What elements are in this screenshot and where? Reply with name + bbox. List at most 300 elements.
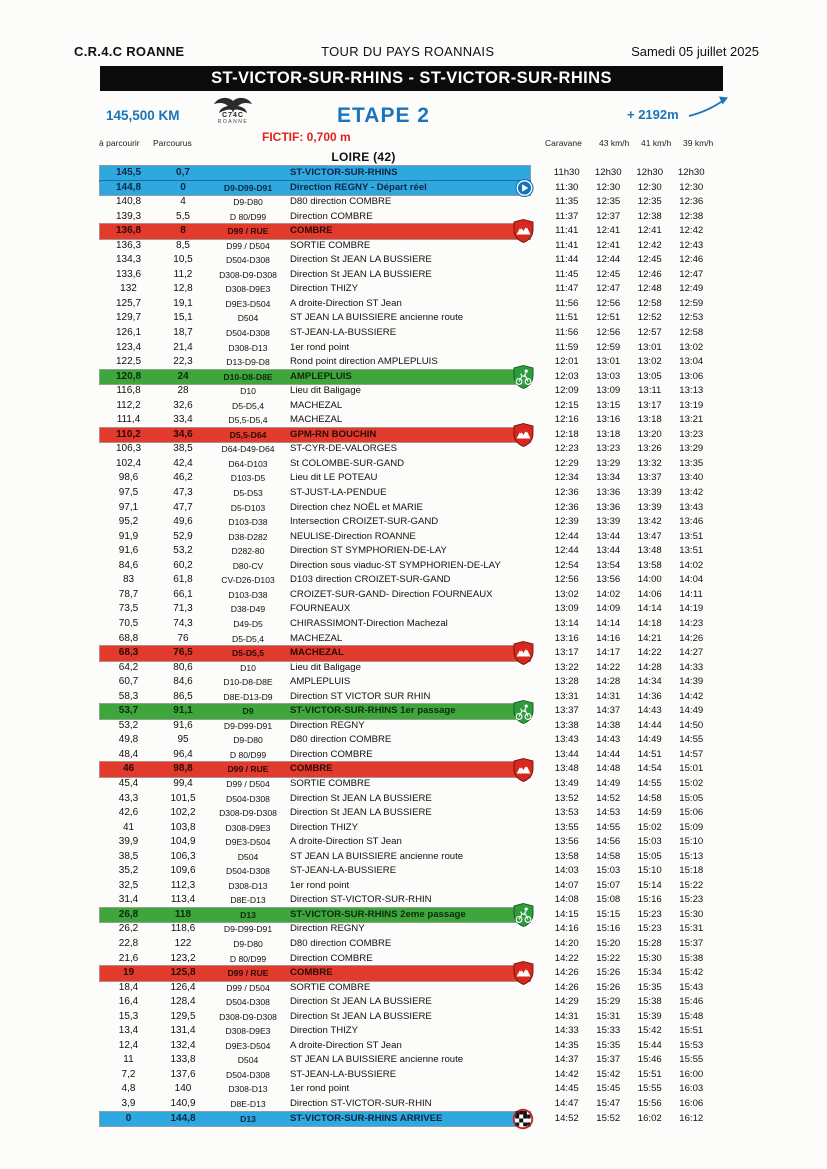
time-cell: 14:52 xyxy=(554,1112,579,1124)
time-cell: 13:09 xyxy=(554,603,579,615)
route-row-times xyxy=(530,675,712,690)
route-row xyxy=(100,922,712,937)
time-cell: 13:39 xyxy=(637,501,662,513)
route-row-times xyxy=(530,282,712,297)
time-cell: 13:48 xyxy=(637,545,662,557)
route-row-info xyxy=(100,195,530,210)
km-done-cell: 86,5 xyxy=(173,690,193,702)
route-row-info xyxy=(100,224,530,239)
time-cell: 15:05 xyxy=(679,792,704,804)
route-row-times xyxy=(530,850,712,865)
roads-cell: D13-D9-D8 xyxy=(226,357,270,368)
roads-cell: D504 xyxy=(237,313,259,324)
roads-cell: D10-D8-D8E xyxy=(223,677,273,688)
route-row xyxy=(100,777,712,792)
route-row-times xyxy=(530,195,712,210)
roads-cell: D282-80 xyxy=(231,546,265,557)
time-cell: 13:32 xyxy=(637,457,662,469)
time-cell: 15:44 xyxy=(637,1039,662,1051)
route-row xyxy=(100,908,712,923)
km-to-go-cell: 11 xyxy=(123,1054,134,1066)
route-row xyxy=(100,952,712,967)
time-cell: 13:34 xyxy=(596,472,621,484)
route-row-info xyxy=(100,399,530,414)
time-cell: 15:28 xyxy=(637,937,662,949)
description-cell: AMPLEPLUIS xyxy=(290,676,351,688)
time-cell: 14:16 xyxy=(554,923,579,935)
km-done-cell: 4 xyxy=(180,196,186,208)
route-row xyxy=(100,268,712,283)
roads-cell: D38-D49 xyxy=(230,604,266,615)
km-done-cell: 101,5 xyxy=(170,792,196,804)
route-row xyxy=(100,1082,712,1097)
km-done-cell: 91,6 xyxy=(173,719,193,731)
time-cell: 15:51 xyxy=(637,1068,662,1080)
km-to-go-cell: 139,3 xyxy=(115,210,142,222)
roads-cell: D308-D9E3 xyxy=(225,1026,271,1037)
km-done-cell: 22,3 xyxy=(173,356,193,368)
description-cell: Direction COMBRE xyxy=(290,210,373,222)
department-label: LOIRE (42) xyxy=(331,150,396,164)
description-cell: CHIRASSIMONT-Direction Machezal xyxy=(290,617,448,629)
km-done-cell: 5,5 xyxy=(176,210,190,222)
km-to-go-cell: 133,6 xyxy=(115,268,142,280)
time-cell: 15:23 xyxy=(637,908,662,920)
time-cell: 14:19 xyxy=(679,603,704,615)
km-done-cell: 126,4 xyxy=(170,981,196,993)
description-cell: ST JEAN LA BUISSIERE ancienne route xyxy=(290,312,464,324)
route-row-info xyxy=(100,835,530,850)
description-cell: Direction ST SYMPHORIEN-DE-LAY xyxy=(290,545,447,557)
time-cell: 13:49 xyxy=(554,777,579,789)
time-cell: 14:16 xyxy=(596,632,621,644)
route-row-info xyxy=(100,530,530,545)
time-cell: 13:26 xyxy=(637,443,662,455)
description-cell: Direction ST-VICTOR-SUR-RHIN xyxy=(290,894,432,906)
km-done-cell: 47,3 xyxy=(173,487,193,499)
description-cell: Direction COMBRE xyxy=(290,748,373,760)
km-done-cell: 21,4 xyxy=(173,341,193,353)
description-cell: Direction ST VICTOR SUR RHIN xyxy=(290,690,431,702)
km-done-cell: 38,5 xyxy=(173,443,193,455)
time-cell: 15:23 xyxy=(679,894,704,906)
km-done-cell: 118 xyxy=(174,908,192,920)
elevation-arrow-icon xyxy=(686,94,732,125)
route-row xyxy=(100,559,712,574)
route-row-times xyxy=(530,632,712,647)
time-cell: 14:17 xyxy=(596,647,621,659)
route-row-info xyxy=(100,1097,530,1112)
time-cell: 13:18 xyxy=(637,414,662,426)
km-to-go-cell: 48,4 xyxy=(118,748,139,760)
time-cell: 14:33 xyxy=(554,1025,579,1037)
col-label-speed-41: 41 km/h xyxy=(641,138,672,148)
time-cell: 15:31 xyxy=(596,1010,621,1022)
route-row xyxy=(100,704,712,719)
time-cell: 15:33 xyxy=(596,1025,621,1037)
description-cell: ST-JEAN-LA-BUSSIERE xyxy=(290,1068,397,1080)
km-to-go-cell: 31,4 xyxy=(118,894,139,906)
roads-cell: D9-D80 xyxy=(233,735,263,746)
description-cell: COMBRE xyxy=(287,762,530,777)
roads-cell: D 80/D99 xyxy=(229,211,267,222)
route-row xyxy=(100,806,712,821)
description-cell: Lieu dit Baligage xyxy=(290,661,361,673)
roads-cell: D99 / RUE xyxy=(227,968,269,979)
route-row xyxy=(100,792,712,807)
time-cell: 14:04 xyxy=(679,574,704,586)
route-row xyxy=(100,370,712,385)
time-cell: 15:47 xyxy=(596,1098,621,1109)
time-cell: 14:59 xyxy=(637,807,662,819)
route-row xyxy=(100,486,712,501)
route-row xyxy=(100,282,712,297)
time-cell: 14:49 xyxy=(679,705,704,717)
route-row xyxy=(100,1024,712,1039)
km-done-cell: 52,9 xyxy=(173,530,193,542)
time-cell: 12:09 xyxy=(554,385,579,397)
route-row xyxy=(100,675,712,690)
roads-cell: D9-D99-D91 xyxy=(223,720,273,731)
km-to-go-cell: 4,8 xyxy=(121,1083,136,1095)
time-cell: 12:01 xyxy=(554,356,579,368)
km-done-cell: 140 xyxy=(174,1083,192,1095)
time-cell: 15:15 xyxy=(596,908,621,920)
route-row-info xyxy=(100,733,530,748)
route-row-info xyxy=(100,253,530,268)
time-cell: 12:46 xyxy=(679,254,704,266)
time-cell: 12:38 xyxy=(679,210,704,222)
time-cell: 15:08 xyxy=(596,894,621,906)
time-cell: 14:03 xyxy=(554,865,579,877)
time-cell: 14:22 xyxy=(596,661,621,673)
roads-cell: D8E-D13 xyxy=(230,895,266,906)
km-to-go-cell: 7,2 xyxy=(121,1068,136,1080)
route-row xyxy=(100,835,712,850)
col-label-to-go: à parcourir xyxy=(99,138,140,148)
roads-cell: D5-D5,5 xyxy=(232,648,264,659)
time-cell: 13:42 xyxy=(637,516,662,528)
roads-cell: D308-D13 xyxy=(228,880,268,891)
time-cell: 11:35 xyxy=(555,196,579,208)
route-row xyxy=(100,879,712,894)
time-cell: 13:51 xyxy=(679,545,704,557)
time-cell: 14:09 xyxy=(596,603,621,615)
description-cell: FOURNEAUX xyxy=(290,603,351,615)
km-done-cell: 66,1 xyxy=(173,588,193,600)
route-row-times xyxy=(530,181,712,196)
time-cell: 13:39 xyxy=(637,487,662,499)
km-done-cell: 122 xyxy=(174,937,192,949)
time-cell: 12:37 xyxy=(596,210,621,222)
route-row xyxy=(100,762,712,777)
time-cell: 13:46 xyxy=(679,516,704,528)
roads-cell: D64-D103 xyxy=(228,458,268,469)
description-cell: MACHEZAL xyxy=(290,414,343,426)
time-cell: 13:52 xyxy=(554,792,579,804)
time-cell: 15:48 xyxy=(679,1010,704,1022)
time-cell: 13:47 xyxy=(637,530,662,542)
time-cell: 12:44 xyxy=(596,254,621,266)
route-row xyxy=(100,1039,712,1054)
km-done-cell: 76,5 xyxy=(173,647,193,659)
km-to-go-cell: 26,8 xyxy=(118,908,139,920)
route-row xyxy=(100,1010,712,1025)
time-cell: 14:15 xyxy=(554,908,579,920)
time-cell: 14:58 xyxy=(596,850,621,862)
start-play-icon xyxy=(515,178,534,197)
time-cell: 15:45 xyxy=(596,1083,621,1095)
description-cell: Direction REGNY xyxy=(290,923,365,935)
route-banner: ST-VICTOR-SUR-RHINS - ST-VICTOR-SUR-RHINS xyxy=(100,66,723,91)
km-to-go-cell: 125,7 xyxy=(115,297,142,309)
time-cell: 13:36 xyxy=(596,501,621,513)
route-row-info xyxy=(100,515,530,530)
time-cell: 13:54 xyxy=(596,559,621,571)
km-done-cell: 47,7 xyxy=(173,501,193,513)
route-row-info xyxy=(100,893,530,908)
time-cell: 12:47 xyxy=(679,268,704,280)
time-cell: 15:38 xyxy=(637,996,662,1008)
time-cell: 14:58 xyxy=(637,792,662,804)
description-cell: MACHEZAL xyxy=(290,632,343,644)
time-cell: 14:51 xyxy=(637,748,662,760)
km-to-go-cell: 32,5 xyxy=(118,879,139,891)
route-row-times xyxy=(530,1010,712,1025)
route-row-times xyxy=(530,1068,712,1083)
km-done-cell: 112,3 xyxy=(170,879,196,891)
roads-cell: D103-D38 xyxy=(228,589,268,600)
route-row-info xyxy=(100,210,530,225)
time-cell: 11:56 xyxy=(555,297,579,309)
time-cell: 15:16 xyxy=(637,894,662,906)
col-label-caravane: Caravane xyxy=(545,138,582,148)
km-done-cell: 28 xyxy=(177,385,189,397)
time-cell: 13:17 xyxy=(554,647,579,659)
route-row-info xyxy=(100,632,530,647)
route-row xyxy=(100,515,712,530)
km-done-cell: 8,5 xyxy=(176,239,190,251)
time-cell: 16:12 xyxy=(679,1112,704,1124)
time-cell: 12:34 xyxy=(554,472,579,484)
time-cell: 15:46 xyxy=(679,996,704,1008)
km-to-go-cell: 35,2 xyxy=(118,865,139,877)
col-label-done: Parcourus xyxy=(153,138,192,148)
description-cell: ST JEAN LA BUISSIERE ancienne route xyxy=(290,1054,464,1066)
time-cell: 13:22 xyxy=(554,661,579,673)
roads-cell: D308-D13 xyxy=(228,342,268,353)
description-cell: Lieu dit Baligage xyxy=(290,385,361,397)
route-row-times xyxy=(530,1082,712,1097)
roads-cell: D5-D103 xyxy=(230,502,266,513)
route-row-info xyxy=(100,864,530,879)
route-row-times xyxy=(530,501,712,516)
roads-cell: D5-D5,4 xyxy=(232,400,264,411)
time-cell: 13:02 xyxy=(637,356,662,368)
time-cell: 14:31 xyxy=(596,690,621,702)
route-row xyxy=(100,501,712,516)
route-row xyxy=(100,253,712,268)
time-cell: 13:01 xyxy=(637,341,662,353)
km-done-cell: 11,2 xyxy=(173,268,193,280)
time-cell: 15:51 xyxy=(679,1025,704,1037)
time-cell: 15:43 xyxy=(679,981,704,993)
route-row-info xyxy=(100,762,530,777)
route-row-info xyxy=(100,239,530,254)
km-to-go-cell: 91,6 xyxy=(118,545,139,557)
total-distance: 145,500 KM xyxy=(106,108,180,123)
time-cell: 13:56 xyxy=(554,836,579,848)
roads-cell: D8E-D13 xyxy=(230,1099,266,1109)
description-cell: Direction St JEAN LA BUSSIERE xyxy=(290,254,432,266)
time-cell: 15:09 xyxy=(679,821,704,833)
km-done-cell: 42,4 xyxy=(173,457,193,469)
roads-cell: D9-D80 xyxy=(233,938,263,949)
time-cell: 15:56 xyxy=(637,1098,662,1109)
time-cell: 13:19 xyxy=(679,399,704,411)
km-done-cell: 106,3 xyxy=(170,850,196,862)
roads-cell: D99 / D504 xyxy=(226,982,270,993)
km-to-go-cell: 73,5 xyxy=(118,603,139,615)
time-cell: 13:21 xyxy=(679,414,704,426)
route-row xyxy=(100,602,712,617)
description-cell: A droite-Direction ST Jean xyxy=(290,836,402,848)
time-cell: 13:02 xyxy=(554,588,579,600)
time-cell: 13:01 xyxy=(596,356,621,368)
time-cell: 12:43 xyxy=(679,239,704,251)
route-row-info xyxy=(100,1112,530,1127)
roads-cell: D103-D38 xyxy=(228,517,268,528)
time-cell: 13:11 xyxy=(638,385,662,397)
time-cell: 15:39 xyxy=(637,1010,662,1022)
roads-cell: D80-CV xyxy=(232,560,264,571)
route-row-times xyxy=(530,428,712,443)
route-row xyxy=(100,195,712,210)
km-to-go-cell: 95,2 xyxy=(118,516,139,528)
route-row-info xyxy=(100,457,530,472)
km-done-cell: 10,5 xyxy=(173,254,193,266)
description-cell: 1er rond point xyxy=(290,879,350,891)
km-to-go-cell: 116,8 xyxy=(116,385,141,397)
description-cell: Direction St JEAN LA BUSSIERE xyxy=(290,1010,432,1022)
route-row-times xyxy=(530,922,712,937)
km-to-go-cell: 49,8 xyxy=(118,734,139,746)
time-cell: 14:14 xyxy=(596,617,621,629)
time-cell: 12:35 xyxy=(637,196,662,208)
route-row-times xyxy=(530,1112,712,1127)
roads-cell: D10 xyxy=(240,386,256,397)
route-row-times xyxy=(530,821,712,836)
time-cell: 14:22 xyxy=(554,952,579,964)
route-row xyxy=(100,646,712,661)
route-row-times xyxy=(530,908,712,923)
description-cell: Direction THIZY xyxy=(290,1025,359,1037)
time-cell: 11h30 xyxy=(553,167,580,178)
km-to-go-cell: 102,4 xyxy=(115,457,142,469)
km-done-cell: 15,1 xyxy=(173,312,193,324)
km-to-go-cell: 38,5 xyxy=(118,850,139,862)
time-cell: 13:23 xyxy=(596,443,621,455)
roads-cell: D9-D99-D91 xyxy=(223,924,273,935)
km-done-cell: 8 xyxy=(180,225,186,237)
roads-cell: D5-D5,4 xyxy=(232,633,264,644)
route-row-info xyxy=(100,268,530,283)
time-cell: 14:14 xyxy=(637,603,662,615)
route-row-info xyxy=(100,573,530,588)
time-cell: 13:35 xyxy=(679,457,704,469)
time-cell: 13:42 xyxy=(679,487,704,499)
time-cell: 14:07 xyxy=(554,879,579,891)
description-cell: AMPLEPLUIS xyxy=(287,370,530,385)
km-to-go-cell: 129,7 xyxy=(115,312,142,324)
km-done-cell: 132,4 xyxy=(170,1039,196,1051)
time-cell: 14:53 xyxy=(596,807,621,819)
time-cell: 11:47 xyxy=(555,283,579,295)
description-cell: Intersection CROIZET-SUR-GAND xyxy=(290,516,439,528)
time-cell: 15:14 xyxy=(637,879,662,891)
time-cell: 12h30 xyxy=(594,167,622,178)
roads-cell: D308-D9-D308 xyxy=(219,808,277,819)
km-done-cell: 61,8 xyxy=(173,574,193,586)
km-to-go-cell: 98,6 xyxy=(118,472,139,484)
km-done-cell: 123,2 xyxy=(170,952,196,964)
route-row xyxy=(100,937,712,952)
roads-cell: D99 / D504 xyxy=(226,778,270,789)
route-row xyxy=(100,1097,712,1112)
route-row-info xyxy=(100,282,530,297)
route-row xyxy=(100,1053,712,1068)
route-row xyxy=(100,224,712,239)
time-cell: 15:10 xyxy=(637,865,662,877)
route-row-info xyxy=(100,908,530,923)
route-row xyxy=(100,341,712,356)
km-to-go-cell: 136,8 xyxy=(115,225,142,237)
km-to-go-cell: 13,4 xyxy=(118,1025,139,1037)
route-row xyxy=(100,733,712,748)
route-row-info xyxy=(100,428,530,443)
route-row-times xyxy=(530,792,712,807)
description-cell: 1er rond point xyxy=(290,341,350,353)
route-row xyxy=(100,311,712,326)
time-cell: 13:03 xyxy=(596,370,621,382)
time-cell: 15:18 xyxy=(679,865,704,877)
route-row-times xyxy=(530,297,712,312)
route-row-times xyxy=(530,777,712,792)
time-cell: 15:46 xyxy=(637,1054,662,1066)
time-cell: 14:31 xyxy=(554,1010,579,1022)
roads-cell: D10 xyxy=(240,662,256,673)
time-cell: 14:55 xyxy=(637,777,662,789)
time-cell: 15:20 xyxy=(596,937,621,949)
km-done-cell: 12,8 xyxy=(173,283,193,295)
description-cell: Direction sous viaduc-ST SYMPHORIEN-DE-LAY xyxy=(290,559,501,571)
route-row-info xyxy=(100,792,530,807)
route-row xyxy=(100,893,712,908)
route-row xyxy=(100,632,712,647)
time-cell: 13:29 xyxy=(596,457,621,469)
km-done-cell: 131,4 xyxy=(170,1025,196,1037)
km-to-go-cell: 110,2 xyxy=(116,428,141,440)
route-row xyxy=(100,821,712,836)
route-row xyxy=(100,864,712,879)
time-cell: 13:16 xyxy=(554,632,579,644)
time-cell: 13:55 xyxy=(554,821,579,833)
km-done-cell: 104,9 xyxy=(170,836,196,848)
time-cell: 13:43 xyxy=(554,734,579,746)
route-row-info xyxy=(100,166,530,181)
time-cell: 15:26 xyxy=(596,981,621,993)
time-cell: 15:07 xyxy=(596,879,621,891)
